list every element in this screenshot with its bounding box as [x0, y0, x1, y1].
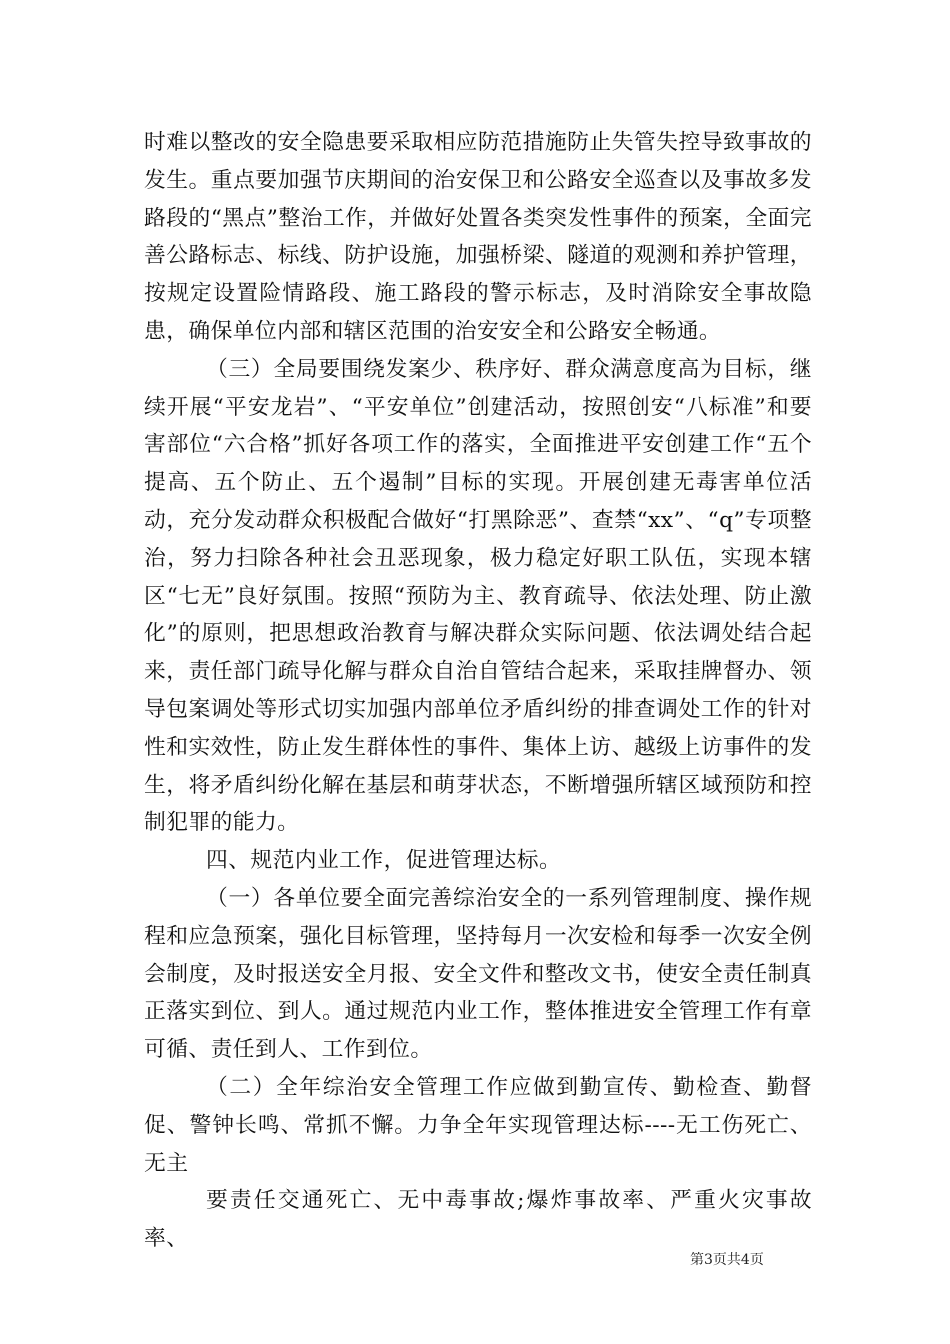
paragraph-trailing-line: 要责任交通死亡、无中毒事故;爆炸事故率、严重火灾事故率、 [144, 1188, 812, 1252]
paragraph-item-two: （二）全年综治安全管理工作应做到勤宣传、勤检查、勤督促、警钟长鸣、常抓不懈。力争全年实现管理达标----无工伤死亡、无主 [144, 1074, 812, 1176]
page-footer: 第3页共4页 [690, 1252, 764, 1268]
section-heading-four: 四、规范内业工作，促进管理达标。 [206, 848, 562, 874]
paragraph-continuation: 时难以整改的安全隐患要采取相应防范措施防止失管失控导致事故的发生。重点要加强节庆期间的治安保卫和公路安全巡查以及事故多发路段的“黑点”整治工作，并做好处置各类突发性事件的预案，全面完善公路标志、标线、防护设施，加强桥梁、隧道的观测和养护管理，按规定设置险情路段、施工路段的警示标志，及时消除安全事故隐患，确保单位内部和辖区范围的治安安全和公路安全畅通。 [144, 130, 812, 344]
paragraph-section-three: （三）全局要围绕发案少、秩序好、群众满意度高为目标，继续开展“平安龙岩”、“平安单位”创建活动，按照创安“八标准”和要害部位“六合格”抓好各项工作的落实，全面推进平安创建工作“五个提高、五个防止、五个遏制”目标的实现。开展创建无毒害单位活动，充分发动群众积极配合做好“打黑除恶”、查禁“xx”、“q”专项整治，努力扫除各种社会丑恶现象，极力稳定好职工队伍，实现本辖区“七无”良好氛围。按照“预防为主、教育疏导、依法处理、防止激化”的原则，把思想政治教育与解决群众实际问题、依法调处结合起来，责任部门疏导化解与群众自治自管结合起来，采取挂牌督办、领导包案调处等形式切实加强内部单位矛盾纠纷的排查调处工作的针对性和实效性，防止发生群体性的事件、集体上访、越级上访事件的发生，将矛盾纠纷化解在基层和萌芽状态，不断增强所辖区域预防和控制犯罪的能力。 [144, 356, 812, 836]
paragraph-item-one: （一）各单位要全面完善综治安全的一系列管理制度、操作规程和应急预案，强化目标管理，坚持每月一次安检和每季一次安全例会制度，及时报送安全月报、安全文件和整改文书，使安全责任制真正落实到位、到人。通过规范内业工作，整体推进安全管理工作有章可循、责任到人、工作到位。 [144, 885, 812, 1063]
document-body [144, 124, 812, 1258]
